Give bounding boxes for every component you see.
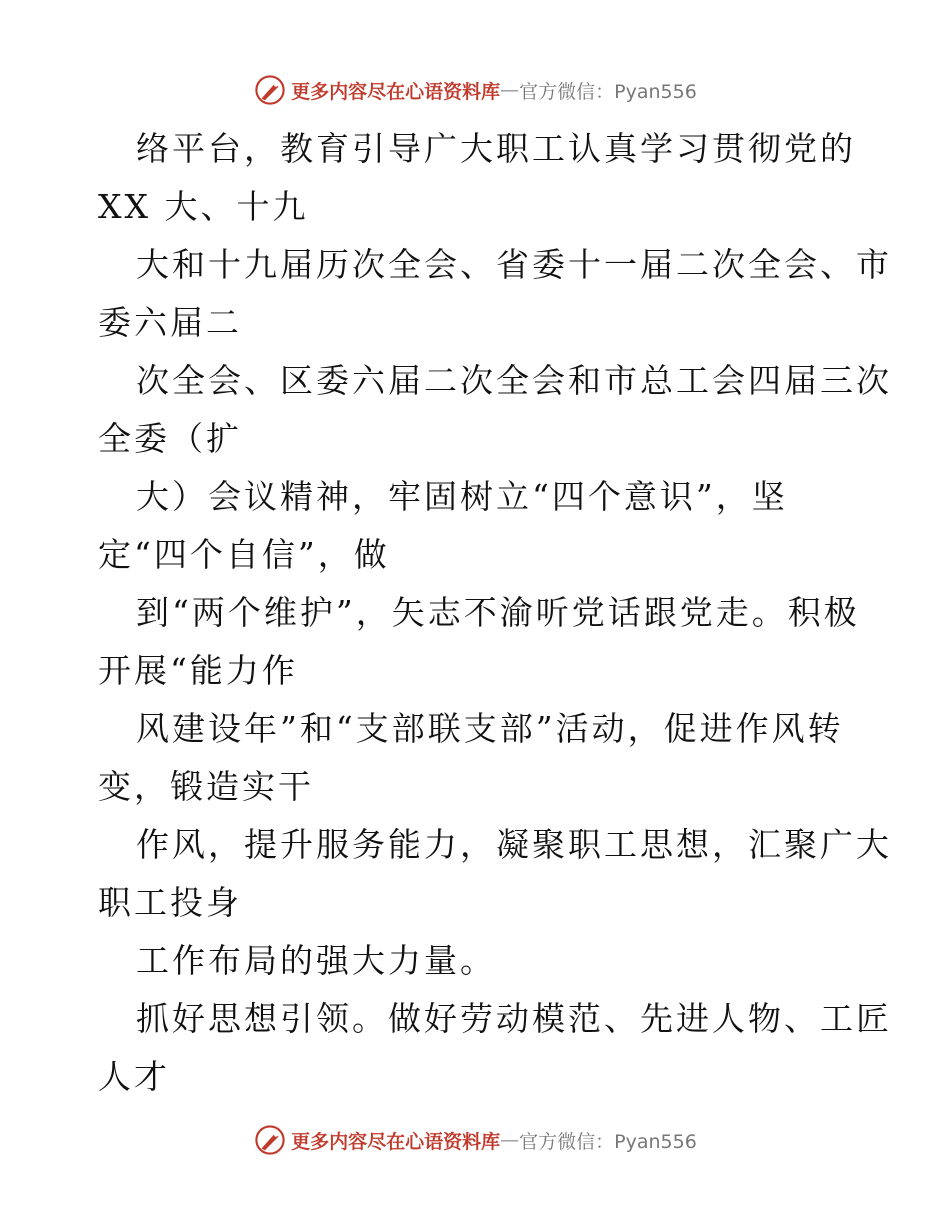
body-line: 变，锻造实干 bbox=[98, 767, 314, 806]
body-line: 络平台，教育引导广大职工认真学习贯彻党的 bbox=[136, 129, 856, 168]
pen-nib-logo-icon bbox=[253, 73, 287, 107]
banner-brand-text: 更多内容尽在心语资料库 bbox=[291, 80, 501, 103]
body-line: 全委（扩 bbox=[98, 419, 242, 458]
body-line: 定“四个自信”，做 bbox=[98, 535, 390, 574]
body-line: 人才 bbox=[98, 1057, 170, 1096]
body-line: XX 大、十九 bbox=[98, 187, 309, 226]
banner-separator: — bbox=[500, 79, 520, 101]
body-line: 工作布局的强大力量。 bbox=[136, 941, 496, 980]
body-line: 到“两个维护”，矢志不渝听党话跟党走。积极 bbox=[136, 593, 860, 632]
body-line: 开展“能力作 bbox=[98, 651, 298, 690]
header-banner bbox=[0, 70, 950, 110]
body-line: 风建设年”和“支部联支部”活动，促进作风转 bbox=[136, 709, 844, 748]
body-line: 大和十九届历次全会、省委十一届二次全会、市 bbox=[136, 245, 892, 284]
pen-nib-logo-icon bbox=[253, 1123, 287, 1157]
body-line: 次全会、区委六届二次全会和市总工会四届三次 bbox=[136, 361, 892, 400]
banner-brand-text: 更多内容尽在心语资料库 bbox=[291, 1130, 501, 1153]
body-line: 抓好思想引领。做好劳动模范、先进人物、工匠 bbox=[136, 999, 892, 1038]
body-line: 职工投身 bbox=[98, 883, 242, 922]
body-line: 委六届二 bbox=[98, 303, 242, 342]
banner-wechat-text: 官方微信：Pyan556 bbox=[519, 80, 697, 103]
body-line: 作风，提升服务能力，凝聚职工思想，汇聚广大 bbox=[136, 825, 892, 864]
banner-separator: — bbox=[500, 1129, 520, 1151]
document-body bbox=[98, 120, 892, 1106]
body-line: 大）会议精神，牢固树立“四个意识”，坚 bbox=[136, 477, 788, 516]
banner-wechat-text: 官方微信：Pyan556 bbox=[519, 1130, 697, 1153]
footer-banner bbox=[0, 1120, 950, 1160]
